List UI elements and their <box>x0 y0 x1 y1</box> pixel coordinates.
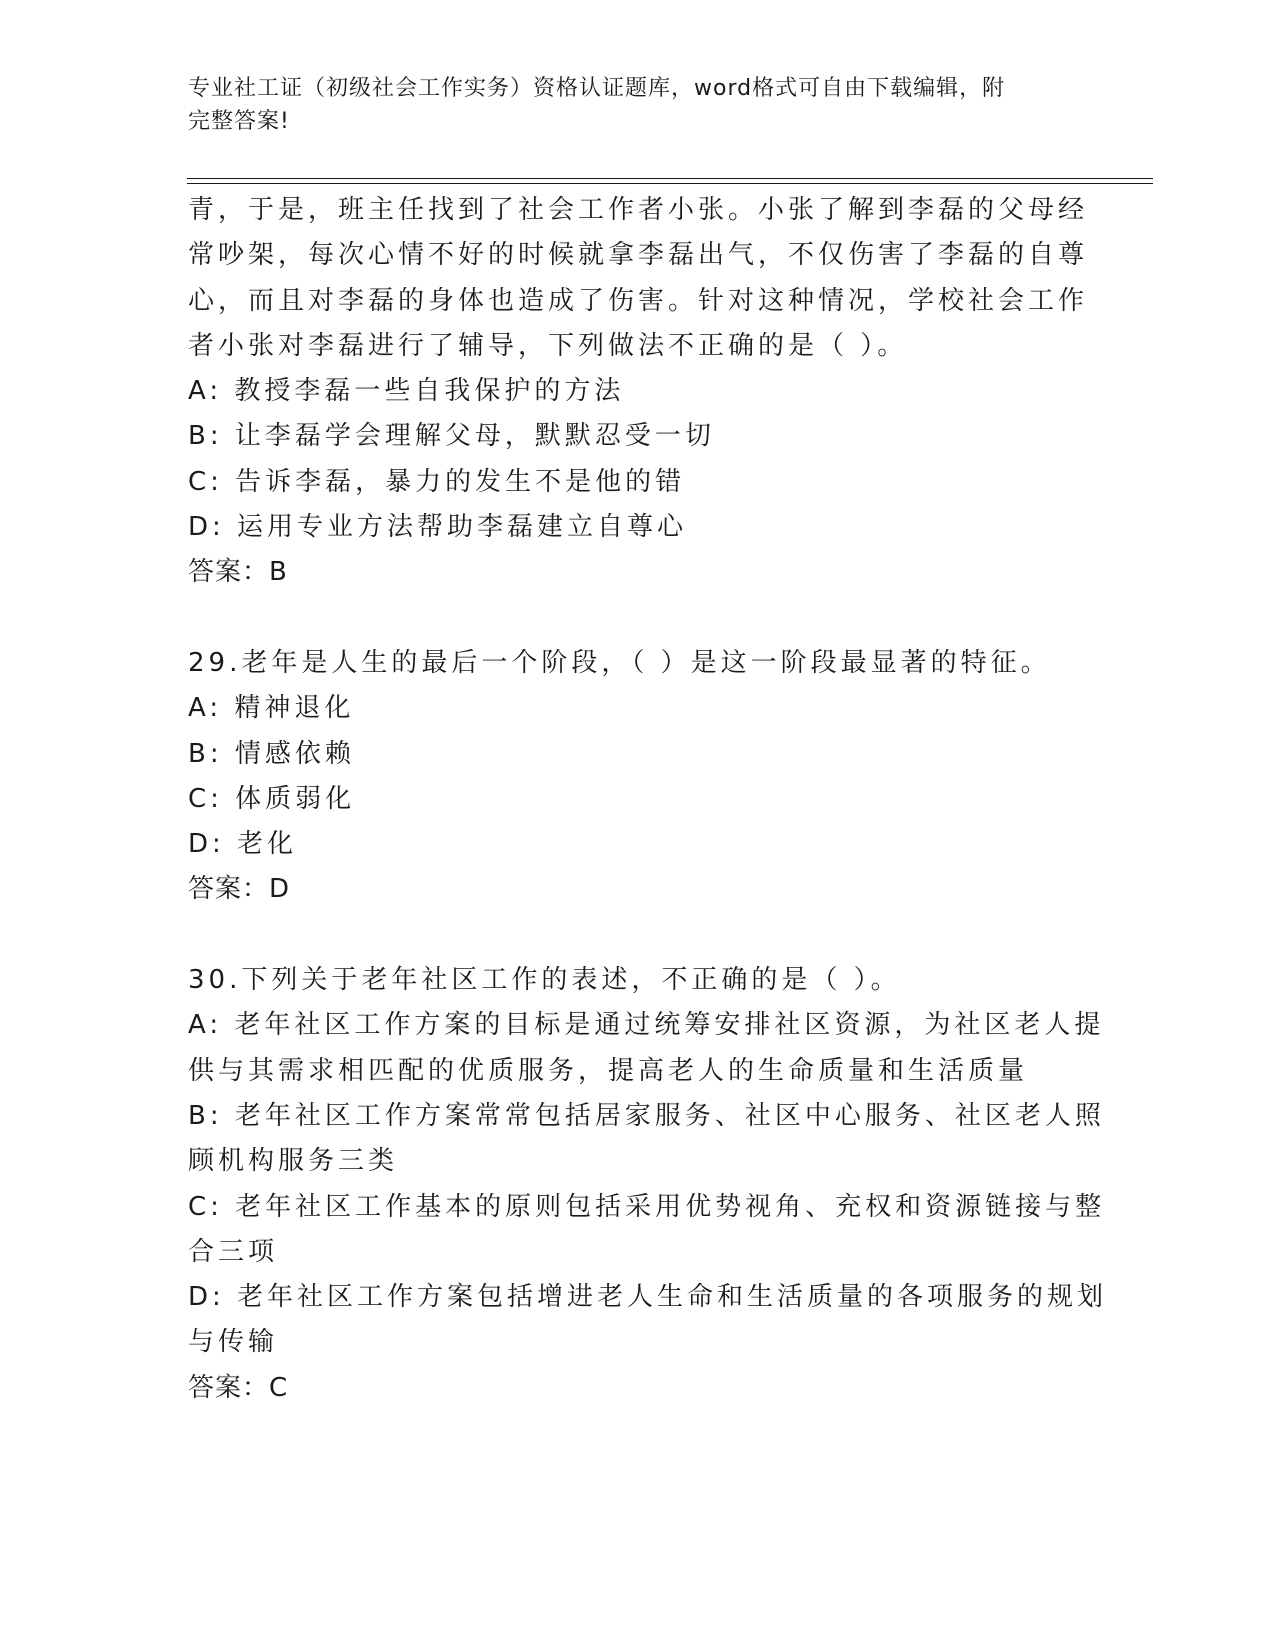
option-a: A: 教授李磊一些自我保护的方法 <box>188 376 625 407</box>
option-b: B: 让李磊学会理解父母，默默忍受一切 <box>188 421 715 452</box>
question-stem: 30.下列关于老年社区工作的表述，不正确的是（ ）。 <box>188 965 901 996</box>
option-d: D: 老化 <box>188 829 298 860</box>
document-header <box>188 72 1068 138</box>
question-28 <box>188 188 1089 596</box>
option-a-line: 供与其需求相匹配的优质服务，提高老人的生命质量和生活质量 <box>188 1055 1029 1086</box>
question-stem-line: 常吵架，每次心情不好的时候就拿李磊出气，不仅伤害了李磊的自尊 <box>188 240 1089 271</box>
header-rule-top <box>187 178 1153 179</box>
header-rule-bottom <box>187 183 1153 184</box>
question-stem-line: 心，而且对李磊的身体也造成了伤害。针对这种情况，学校社会工作 <box>188 285 1089 316</box>
option-b: B: 情感依赖 <box>188 738 355 769</box>
question-stem: 29.老年是人生的最后一个阶段，（ ）是这一阶段最显著的特征。 <box>188 647 1051 678</box>
question-29 <box>188 641 1068 913</box>
question-content <box>188 188 1108 1411</box>
option-c: C: 体质弱化 <box>188 783 356 814</box>
option-a: A: 精神退化 <box>188 693 355 724</box>
question-stem-line: 青，于是，班主任找到了社会工作者小张。小张了解到李磊的父母经 <box>188 195 1089 225</box>
option-c-line: 合三项 <box>188 1236 279 1267</box>
question-30 <box>188 958 1108 1411</box>
header-line-2: 完整答案! <box>188 109 290 134</box>
option-d-line: 与传输 <box>188 1327 279 1358</box>
answer: 答案：C <box>188 1372 289 1403</box>
option-b-line: 顾机构服务三类 <box>188 1146 399 1177</box>
question-stem-line: 者小张对李磊进行了辅导，下列做法不正确的是（ ）。 <box>188 330 908 361</box>
option-c: C: 告诉李磊，暴力的发生不是他的错 <box>188 466 686 497</box>
option-a-line: A: 老年社区工作方案的目标是通过统筹安排社区资源，为社区老人提 <box>188 1010 1105 1041</box>
header-line-1: 专业社工证（初级社会工作实务）资格认证题库，word格式可自由下载编辑，附 <box>188 76 1006 101</box>
option-b-line: B: 老年社区工作方案常常包括居家服务、社区中心服务、社区老人照 <box>188 1100 1105 1131</box>
option-c-line: C: 老年社区工作基本的原则包括采用优势视角、充权和资源链接与整 <box>188 1191 1106 1222</box>
answer: 答案：B <box>188 557 288 588</box>
answer: 答案：D <box>188 874 291 905</box>
option-d-line: D: 老年社区工作方案包括增进老人生命和生活质量的各项服务的规划 <box>188 1282 1108 1313</box>
option-d: D: 运用专业方法帮助李磊建立自尊心 <box>188 512 688 543</box>
